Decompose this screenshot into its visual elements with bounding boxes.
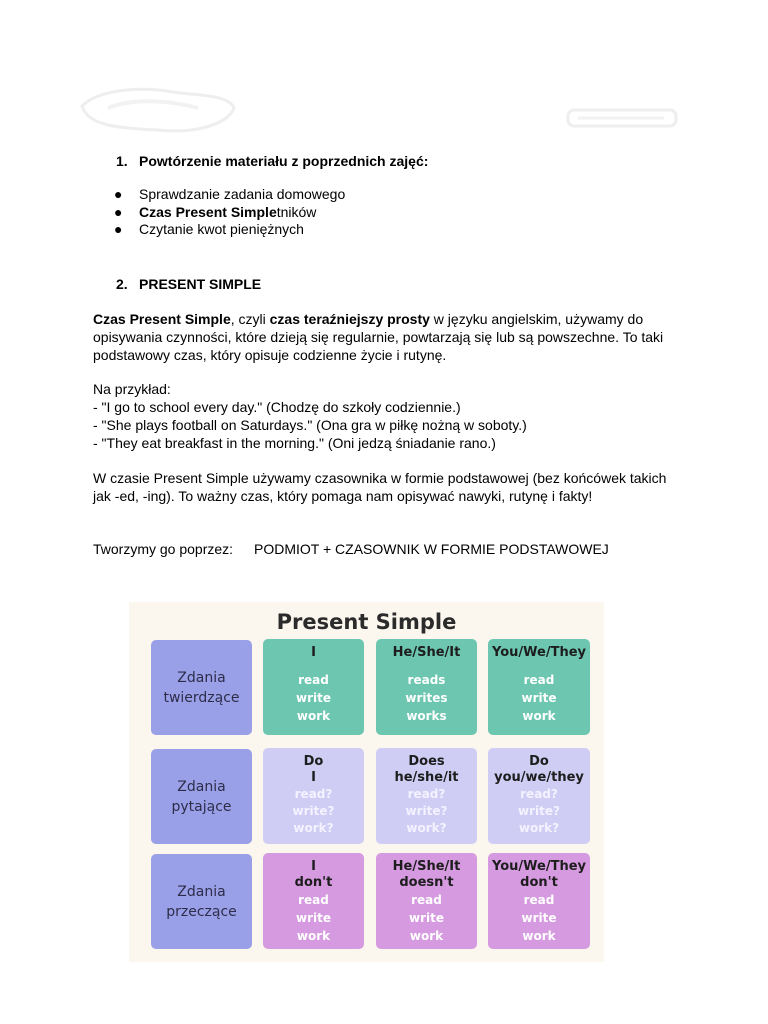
- cell-verb: work: [409, 929, 444, 943]
- cell-verb: work?: [293, 821, 334, 835]
- cell-verb: read: [523, 673, 555, 687]
- example-item: - "She plays football on Saturdays." (Ona gra w piłkę nożną w soboty.): [93, 417, 527, 433]
- cell-aux: doesn't: [399, 875, 454, 890]
- cell-affirmative-you-we-they: [488, 639, 590, 735]
- cell-verb: work?: [518, 821, 560, 835]
- cell-verb: work?: [406, 821, 447, 835]
- row-label-line: Zdania: [177, 883, 226, 900]
- cell-question-he-she-it: [376, 748, 477, 844]
- figure-title: Present Simple: [276, 610, 457, 634]
- cell-aux: Do: [529, 754, 549, 769]
- intro-bold-2: czas teraźniejszy prosty: [269, 311, 430, 327]
- cell-subject: He/She/It: [392, 859, 461, 874]
- cell-verb: write: [409, 911, 444, 925]
- list-item: [114, 221, 345, 239]
- row-label-line: Zdania: [177, 669, 226, 686]
- section-1-number: 1.: [116, 153, 128, 169]
- list-item: [114, 204, 345, 222]
- cell-subject: You/We/They: [491, 645, 586, 660]
- row-label-line: pytające: [171, 798, 232, 815]
- cell-subject: he/she/it: [394, 770, 459, 785]
- section-2-title: PRESENT SIMPLE: [139, 276, 262, 292]
- cell-verb: write: [521, 691, 557, 705]
- formula-value: PODMIOT + CZASOWNIK W FORMIE PODSTAWOWEJ: [254, 541, 609, 557]
- cell-negative-i: [263, 853, 364, 949]
- cell-question-i: [263, 748, 364, 844]
- cell-aux: Does: [408, 754, 445, 769]
- school-logo-left: [78, 84, 238, 136]
- cell-verb: work: [296, 709, 331, 723]
- bullet-dot: ●: [114, 221, 123, 237]
- section-1-heading: [116, 152, 428, 170]
- cell-affirmative-i: [263, 639, 364, 735]
- bullet-text: tników: [276, 203, 317, 220]
- cell-question-you-we-they: [488, 748, 590, 844]
- examples-block: [93, 380, 683, 452]
- row-label-negatives: [151, 854, 252, 949]
- bullet-text: Czytanie kwot pieniężnych: [139, 221, 304, 237]
- cell-subject: you/we/they: [494, 770, 584, 785]
- cell-negative-he-she-it: [376, 853, 477, 949]
- bullet-bold-text: Czas Present Simple: [139, 203, 277, 220]
- formula-label: Tworzymy go poprzez:: [93, 541, 234, 557]
- cell-verb: work: [296, 929, 331, 943]
- cell-verb: write?: [405, 804, 448, 818]
- cell-verb: read: [298, 673, 329, 687]
- cell-subject: I: [311, 645, 316, 660]
- present-simple-table-image: [129, 602, 604, 962]
- section-2-number: 2.: [116, 276, 128, 292]
- intro-text-2: w języku angielskim, używamy do opisywania czynności, które dzieją się regularnie, powtarzają się lub są powszechne. To taki podstawowy czas, który opisuje codzienne życie i rutynę.: [93, 311, 664, 363]
- cell-verb: read?: [407, 787, 446, 801]
- intro-paragraph: [93, 310, 683, 364]
- cell-verb: write: [296, 911, 331, 925]
- row-label-affirmative: [151, 640, 252, 735]
- section-2-heading: [116, 275, 261, 293]
- cell-verb: write?: [292, 804, 335, 818]
- intro-text-1: , czyli: [230, 311, 270, 327]
- cell-subject: You/We/They: [491, 859, 586, 874]
- bullet-text: Sprawdzanie zadania domowego: [139, 186, 346, 202]
- cell-verb: write: [521, 911, 557, 925]
- cell-verb: reads: [407, 673, 446, 687]
- cell-aux: don't: [520, 875, 558, 890]
- cell-aux: Do: [303, 754, 324, 769]
- cell-verb: read: [523, 893, 555, 907]
- row-label-questions: [151, 749, 252, 844]
- section-1-bullet-list: [114, 186, 345, 239]
- cell-verb: read?: [520, 787, 558, 801]
- example-item: - "They eat breakfast in the morning." (Oni jedzą śniadanie rano.): [93, 435, 496, 451]
- cell-verb: read?: [294, 787, 333, 801]
- cell-verb: write?: [518, 804, 560, 818]
- cell-verb: works: [406, 709, 447, 723]
- cell-verb: write: [296, 691, 331, 705]
- cell-affirmative-he-she-it: [376, 639, 477, 735]
- cell-subject: I: [311, 859, 316, 874]
- cell-verb: read: [298, 893, 329, 907]
- cell-aux: don't: [294, 875, 333, 890]
- row-label-line: przeczące: [166, 903, 237, 920]
- bullet-dot: ●: [114, 203, 123, 220]
- examples-label: Na przykład:: [93, 381, 171, 397]
- example-item: - "I go to school every day." (Chodzę do szkoły codziennie.): [93, 399, 461, 415]
- section-1-title: Powtórzenie materiału z poprzednich zajęć:: [139, 153, 429, 169]
- row-label-line: twierdzące: [163, 689, 240, 706]
- school-logo-right: [564, 100, 680, 136]
- intro-bold-1: Czas Present Simple: [93, 311, 231, 327]
- cell-negative-you-we-they: [488, 853, 590, 949]
- cell-verb: read: [411, 893, 442, 907]
- usage-paragraph: W czasie Present Simple używamy czasownika w formie podstawowej (bez końcówek takich jak -ed, -ing). To ważny czas, który pomaga nam opisywać nawyki, rutynę i fakty!: [93, 470, 667, 504]
- cell-subject: He/She/It: [392, 645, 461, 660]
- list-item: [114, 186, 345, 204]
- cell-subject: I: [311, 770, 316, 785]
- cell-verb: work: [522, 709, 556, 723]
- cell-verb: writes: [405, 691, 448, 705]
- bullet-dot: ●: [114, 186, 123, 202]
- row-label-line: Zdania: [177, 778, 226, 795]
- cell-verb: work: [522, 929, 556, 943]
